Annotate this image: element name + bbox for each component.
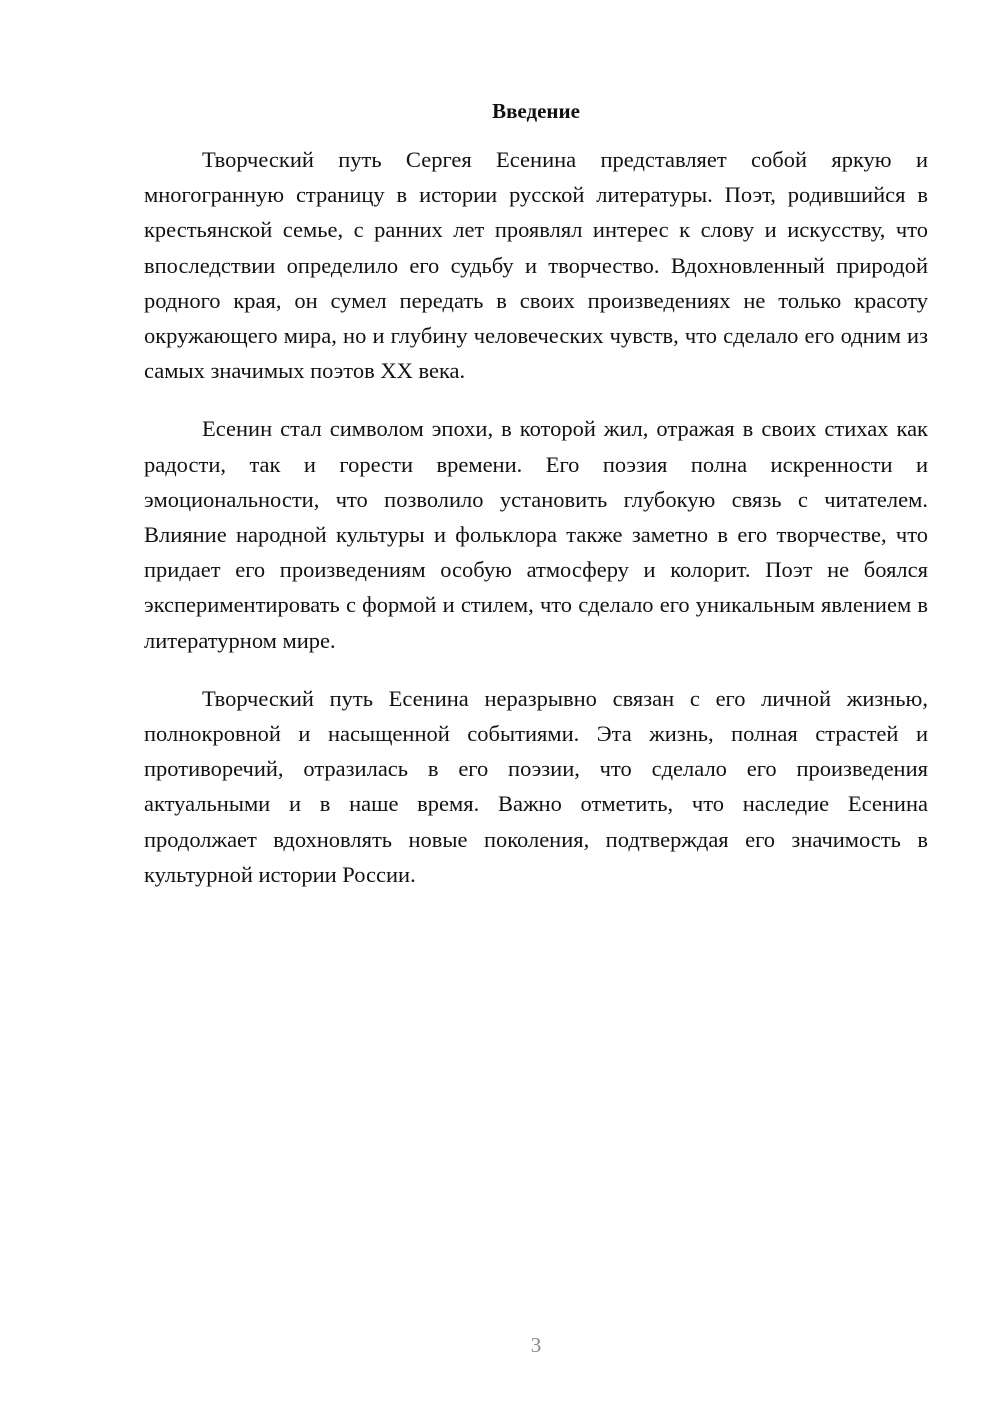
page-number: 3 bbox=[530, 1333, 542, 1357]
paragraph: Есенин стал символом эпохи, в которой жил, отражая в своих стихах как радости, так и горести времени. Его поэзия полна искренности и эмоциональности, что позволило установить глубокую связь с читателем. Влияние народной культуры и фольклора также заметно в его творчестве, что придает его произведениям особую атмосферу и колорит. Поэт не боялся экспериментировать с формой и стилем, что сделало его уникальным явлением в литературном мире. bbox=[144, 416, 928, 653]
page-content bbox=[144, 96, 928, 915]
paragraph: Творческий путь Есенина неразрывно связан с его личной жизнью, полнокровной и насыщенной событиями. Эта жизнь, полная страстей и противоречий, отразилась в его поэзии, что сделало его произведения актуальными и в наше время. Важно отметить, что наследие Есенина продолжает вдохновлять новые поколения, подтверждая его значимость в культурной истории России. bbox=[144, 685, 928, 887]
paragraph: Творческий путь Сергея Есенина представляет собой яркую и многогранную страницу в истории русской литературы. Поэт, родившийся в крестьянской семье, с ранних лет проявлял интерес к слову и искусству, что впоследствии определило его судьбу и творчество. Вдохновленный природой родного края, он сумел передать в своих произведениях не только красоту окружающего мира, но и глубину человеческих чувств, что сделало его одним из самых значимых поэтов XX века. bbox=[144, 147, 928, 384]
page-title: Введение bbox=[492, 99, 580, 123]
